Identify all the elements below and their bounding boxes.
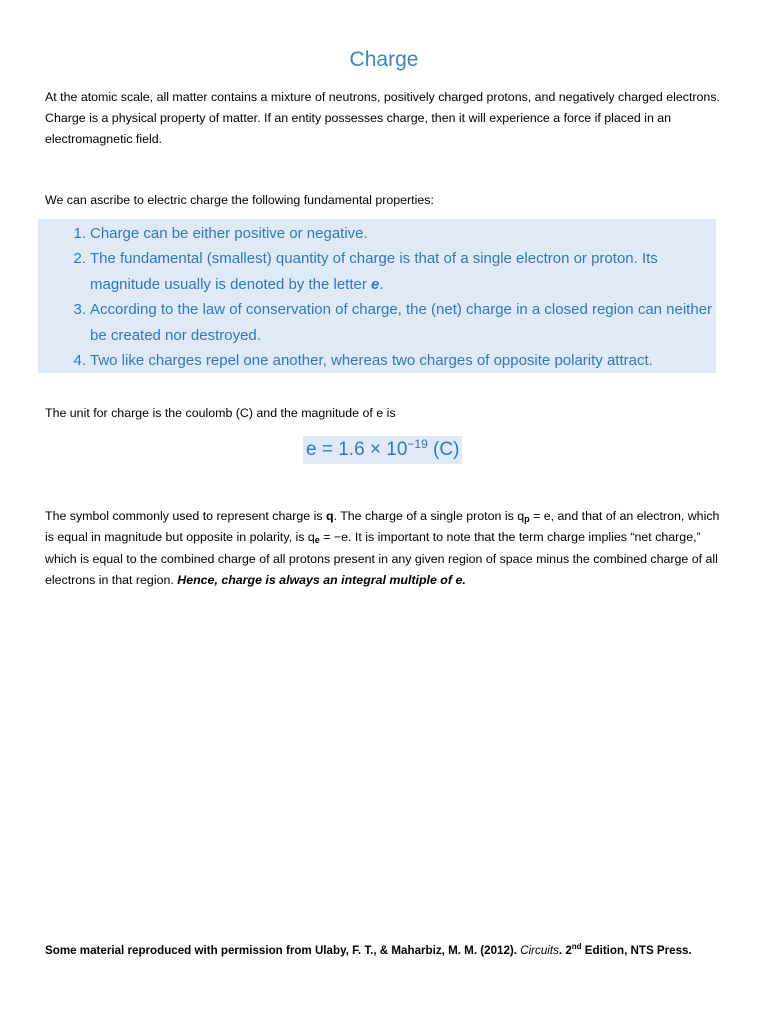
page-title: Charge bbox=[349, 48, 419, 71]
symbol-q: q bbox=[325, 509, 334, 523]
symbol-text-4: = −e. It is important to note that the term charge implies “net charge,” which is equal to the combined charge of all protons present in any given region of space minus the combined charge of all electrons in that region. bbox=[45, 530, 718, 587]
properties-intro: We can ascribe to electric charge the following fundamental properties: bbox=[45, 193, 434, 207]
symbol-text-3: = e, and that of an electron, which is equal in magnitude but opposite in polarity, is q bbox=[45, 509, 720, 545]
emphasis-text: Hence, charge is always an integral multiple of e. bbox=[177, 572, 466, 587]
subscript-e: e bbox=[314, 535, 320, 546]
property-text: Charge can be either positive or negative. bbox=[90, 225, 368, 242]
charge-equation bbox=[303, 436, 462, 464]
symbol-e: e bbox=[371, 275, 380, 293]
property-item-2 bbox=[64, 246, 714, 297]
subscript-p: p bbox=[524, 514, 530, 524]
footer-superscript: nd bbox=[571, 942, 582, 951]
footer-citation bbox=[45, 941, 735, 961]
property-number: 1. bbox=[73, 225, 86, 242]
property-text-wrap bbox=[90, 246, 714, 297]
property-text-end: . bbox=[379, 275, 384, 293]
property-number: 3. bbox=[73, 301, 86, 318]
equation-exponent: −19 bbox=[407, 437, 428, 451]
property-item-4 bbox=[64, 348, 714, 374]
equation-lhs: e = 1.6 × 10 bbox=[306, 439, 408, 460]
intro-paragraph: At the atomic scale, all matter contains a mixture of neutrons, positively charged protons, and negatively charged electrons. Charge is a physical property of matter. If an entity possesses charge, then it will experience a force if placed in an electromagnetic field. bbox=[45, 90, 720, 146]
property-text: According to the law of conservation of charge, the (net) charge in a closed region can neither be created nor destroyed. bbox=[90, 301, 713, 344]
property-number: 2. bbox=[73, 250, 86, 267]
property-number: 4. bbox=[73, 352, 86, 369]
property-text: Two like charges repel one another, whereas two charges of opposite polarity attract. bbox=[90, 352, 653, 369]
symbol-paragraph bbox=[45, 506, 725, 591]
footer-text-2: . 2 bbox=[558, 944, 572, 957]
footer-text-3: Edition, NTS Press. bbox=[581, 944, 692, 957]
footer-book-title: Circuits bbox=[520, 944, 559, 957]
symbol-text-2: . The charge of a single proton is q bbox=[333, 509, 525, 523]
properties-list-box bbox=[38, 219, 716, 373]
property-item-1 bbox=[64, 221, 714, 247]
unit-paragraph: The unit for charge is the coulomb (C) and the magnitude of e is bbox=[45, 406, 396, 420]
equation-unit: (C) bbox=[427, 439, 460, 460]
property-item-3 bbox=[64, 297, 714, 348]
symbol-text-1: The symbol commonly used to represent charge is bbox=[45, 509, 326, 523]
footer-text-1: Some material reproduced with permission from Ulaby, F. T., & Maharbiz, M. M. (2012). bbox=[45, 944, 521, 957]
property-text: The fundamental (smallest) quantity of charge is that of a single electron or proton. Its magnitude usually is denoted by the letter bbox=[90, 250, 658, 293]
